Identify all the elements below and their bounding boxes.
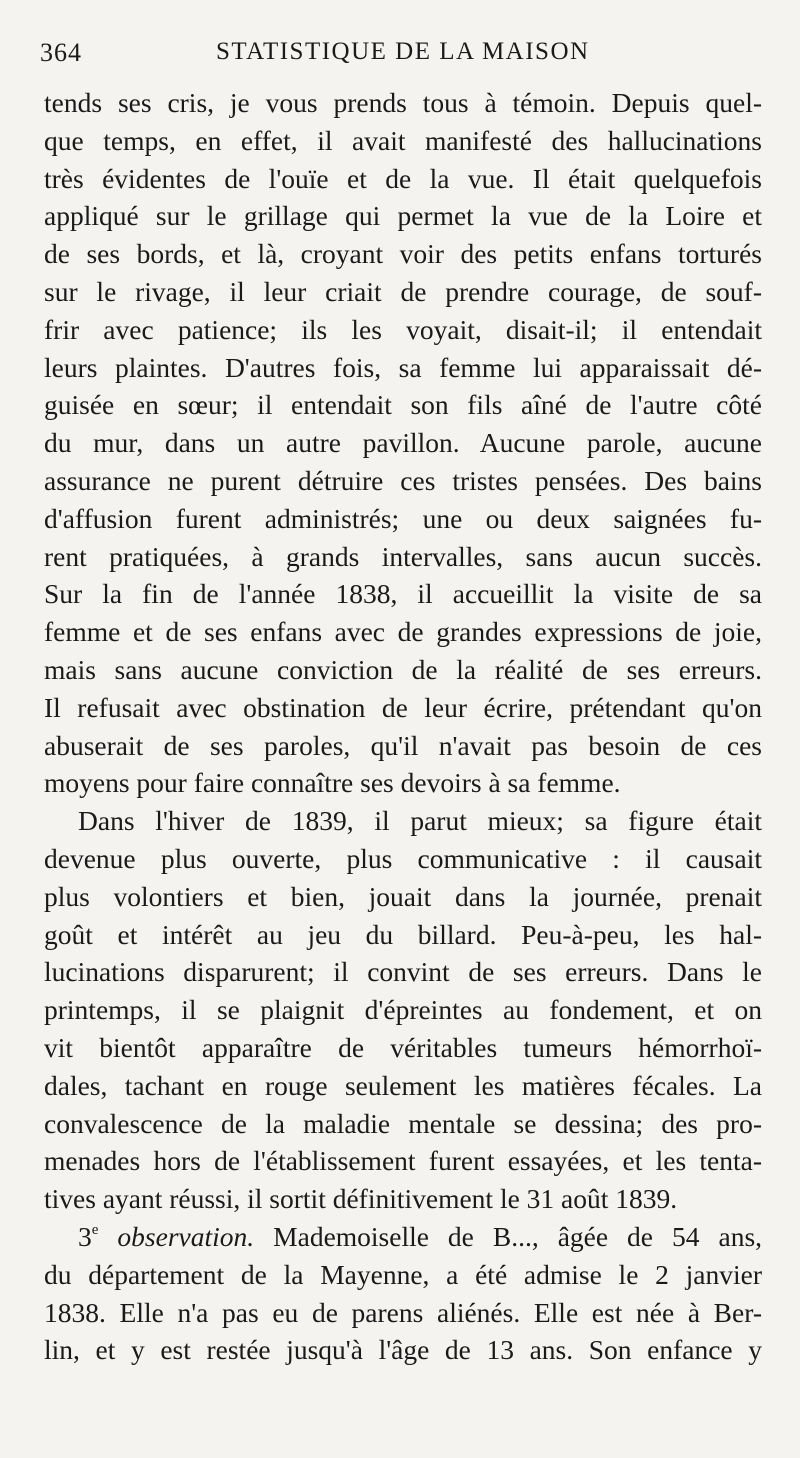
text-line: Il refusait avec obstination de leur écrire, prétendant qu'on — [44, 691, 762, 723]
text-line: du département de la Mayenne, a été admise le 2 janvier — [44, 1258, 762, 1290]
text-line: d'affusion furent administrés; une ou deux saignées fu- — [44, 502, 762, 534]
text-line: de ses bords, et là, croyant voir des petits enfans torturés — [44, 238, 762, 270]
text-line: convalescence de la maladie mentale se dessina; des pro- — [44, 1107, 762, 1139]
text-line: frir avec patience; ils les voyait, disait-il; il entendait — [44, 313, 762, 345]
text-line: leurs plaintes. D'autres fois, sa femme lui apparaissait dé- — [44, 351, 762, 383]
text-line: sur le rivage, il leur criait de prendre courage, de souf- — [44, 275, 762, 307]
text-line: Sur la fin de l'année 1838, il accueillit la visite de sa — [44, 578, 762, 610]
text-line: moyens pour faire connaître ses devoirs à sa femme. — [44, 767, 621, 799]
text-line: vit bientôt apparaître de véritables tumeurs hémorrhoï- — [44, 1031, 762, 1063]
text-line: assurance ne purent détruire ces tristes pensées. Des bains — [44, 464, 762, 496]
text-line: guisée en sœur; il entendait son fils aîné de l'autre côté — [44, 389, 762, 421]
text-line: abuserait de ses paroles, qu'il n'avait pas besoin de ces — [44, 729, 762, 761]
text-line: rent pratiquées, à grands intervalles, sans aucun succès. — [44, 540, 762, 572]
text-line: menades hors de l'établissement furent essayées, et les tenta- — [44, 1145, 762, 1177]
text-line: que temps, en effet, il avait manifesté des hallucinations — [44, 124, 762, 156]
text-line: lucinations disparurent; il convint de ses erreurs. Dans le — [44, 956, 762, 988]
observation-number: 3 — [78, 1220, 92, 1252]
text-line: printemps, il se plaignit d'épreintes au fondement, et on — [44, 994, 762, 1026]
page-header — [40, 38, 760, 78]
text-line: devenue plus ouverte, plus communicative : il causait — [44, 842, 762, 874]
text-line: femme et de ses enfans avec de grandes expressions de joie, — [44, 616, 762, 648]
observation-first-line: Mademoiselle de B..., âgée de 54 ans, — [273, 1220, 762, 1252]
text-line: 1838. Elle n'a pas eu de parens aliénés. Elle est née à Ber- — [44, 1296, 762, 1328]
text-line: dales, tachant en rouge seulement les matières fécales. La — [44, 1069, 762, 1101]
text-line: tives ayant réussi, il sortit définitivement le 31 août 1839. — [44, 1183, 678, 1215]
text-line: Dans l'hiver de 1839, il parut mieux; sa figure était — [78, 805, 762, 837]
text-line: plus volontiers et bien, jouait dans la journée, prenait — [44, 880, 762, 912]
text-line: mais sans aucune conviction de la réalité de ses erreurs. — [44, 653, 762, 685]
page-number: 364 — [40, 38, 82, 67]
observation-label: observation. — [117, 1220, 255, 1252]
observation-heading-line — [44, 1218, 762, 1256]
text-line: très évidentes de l'ouïe et de la vue. Il était quelquefois — [44, 162, 762, 194]
running-title: STATISTIQUE DE LA MAISON — [216, 38, 590, 65]
text-line: du mur, dans un autre pavillon. Aucune parole, aucune — [44, 427, 762, 459]
text-line: goût et intérêt au jeu du billard. Peu-à-peu, les hal- — [44, 918, 762, 950]
text-line: appliqué sur le grillage qui permet la vue de la Loire et — [44, 200, 762, 232]
body-text — [44, 84, 762, 1369]
text-line: tends ses cris, je vous prends tous à témoin. Depuis quel- — [44, 87, 762, 118]
observation-ordinal-suffix: e — [91, 1221, 99, 1238]
text-line: lin, et y est restée jusqu'à l'âge de 13 ans. Son enfance y — [44, 1334, 762, 1366]
